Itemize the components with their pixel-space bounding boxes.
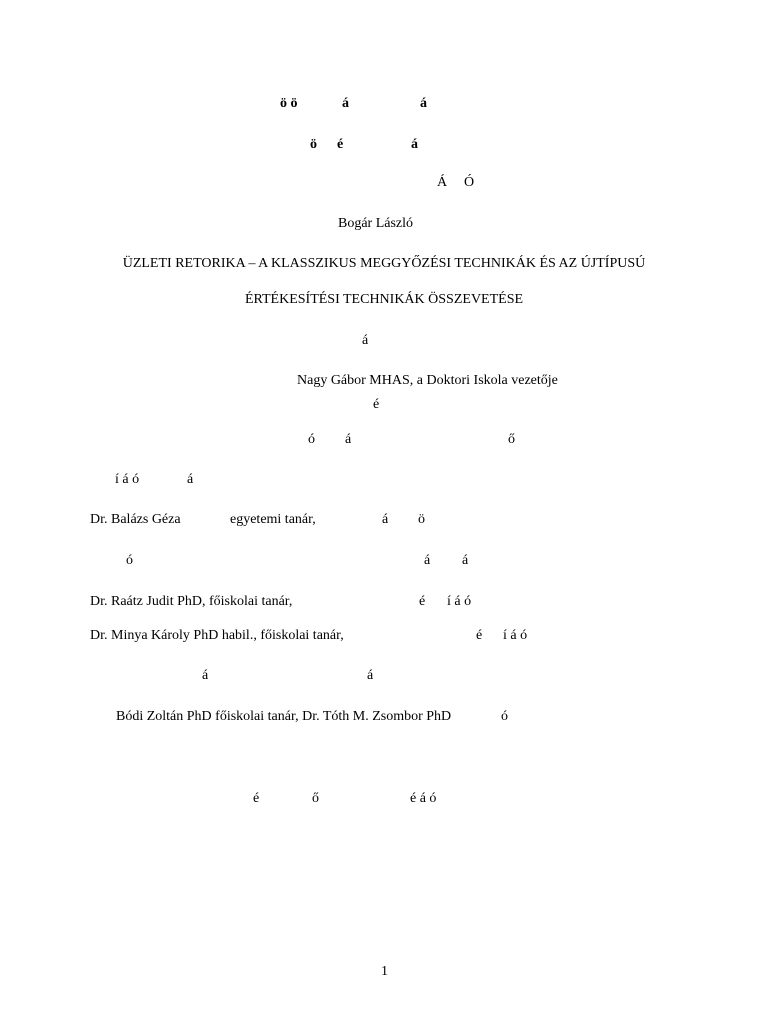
- reviewers-line: Bódi Zoltán PhD főiskolai tanár, Dr. Tóth M. Zsombor PhD: [116, 709, 452, 724]
- title-line-1: ÜZLETI RETORIKA – A KLASSZIKUS MEGGYŐZÉSI TECHNIKÁK ÉS AZ ÚJTÍPUSÚ: [122, 256, 646, 271]
- text-fragment: á: [342, 96, 349, 111]
- text-fragment: é: [337, 137, 344, 152]
- reviewer-name: Dr. Balázs Géza: [90, 512, 181, 527]
- author-name: Bogár László: [338, 216, 414, 231]
- text-fragment: Á: [437, 175, 448, 190]
- text-fragment: Ó: [464, 175, 475, 190]
- text-fragment: á: [345, 432, 352, 447]
- text-fragment: é: [253, 791, 260, 806]
- text-fragment: ö: [418, 512, 425, 527]
- text-fragment: á: [382, 512, 389, 527]
- text-fragment: ö: [310, 137, 317, 152]
- title-line-2: ÉRTÉKESÍTÉSI TECHNIKÁK ÖSSZEVETÉSE: [244, 292, 524, 307]
- text-fragment: á: [202, 668, 209, 683]
- text-fragment: é: [419, 594, 426, 609]
- text-fragment: á: [411, 137, 418, 152]
- text-fragment: é: [373, 397, 380, 412]
- reviewer-role: egyetemi tanár,: [230, 512, 316, 527]
- text-fragment: ó: [308, 432, 315, 447]
- supervisor-line: Nagy Gábor MHAS, a Doktori Iskola vezetője: [297, 373, 558, 388]
- text-fragment: ő: [508, 432, 515, 447]
- text-fragment: é á ó: [410, 791, 437, 806]
- page-number: 1: [381, 964, 388, 979]
- text-fragment: ó: [501, 709, 508, 724]
- reviewer-line: Dr. Minya Károly PhD habil., főiskolai tanár,: [90, 628, 344, 643]
- text-fragment: á: [420, 96, 427, 111]
- text-fragment: í á ó: [503, 628, 528, 643]
- text-fragment: é: [476, 628, 483, 643]
- text-fragment: á: [362, 333, 369, 348]
- text-fragment: ő: [312, 791, 319, 806]
- text-fragment: ö ö: [280, 96, 298, 111]
- text-fragment: í á ó: [447, 594, 472, 609]
- text-fragment: í á ó: [115, 472, 140, 487]
- text-fragment: ó: [126, 553, 133, 568]
- text-fragment: á: [462, 553, 469, 568]
- reviewer-line: Dr. Raátz Judit PhD, főiskolai tanár,: [90, 594, 293, 609]
- text-fragment: á: [367, 668, 374, 683]
- text-fragment: á: [424, 553, 431, 568]
- text-fragment: á: [187, 472, 194, 487]
